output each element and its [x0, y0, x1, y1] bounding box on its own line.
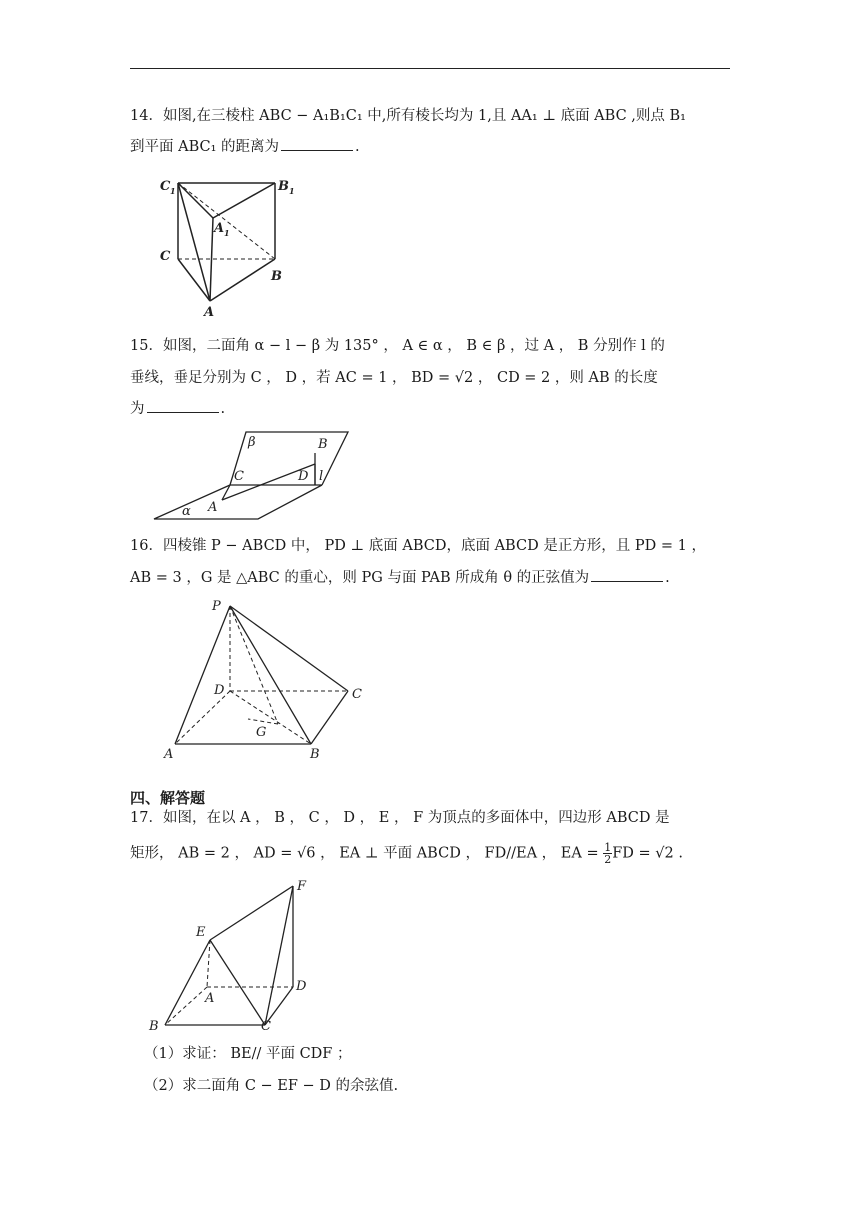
- label-A: A: [205, 991, 215, 1006]
- label-C: C: [160, 249, 171, 264]
- q17-part1: （1）求证： BE// 平面 CDF ；: [144, 1046, 352, 1062]
- label-l: l: [319, 469, 324, 484]
- q17-polyhedron-figure: [140, 876, 320, 1036]
- label-C1-sub: 1: [170, 186, 176, 196]
- label-D: D: [214, 683, 225, 698]
- q16-text-line2: [130, 567, 730, 588]
- label-P: P: [212, 599, 221, 614]
- label-E: E: [196, 925, 206, 940]
- q14-text-line2: [130, 136, 730, 157]
- q15-period: .: [220, 401, 226, 417]
- label-G: G: [256, 725, 267, 740]
- header-rule: [130, 68, 730, 69]
- q14-period: .: [355, 139, 360, 155]
- q15-prompt: 为: [130, 401, 145, 417]
- q17-text-line2: [130, 842, 730, 865]
- q16-period: .: [665, 570, 670, 586]
- label-B: B: [149, 1019, 159, 1034]
- label-A: A: [204, 305, 215, 318]
- q15-dihedral-figure: [150, 428, 360, 524]
- label-A: A: [164, 747, 174, 762]
- label-B1-sub: 1: [289, 186, 295, 196]
- q17-conditions: 矩形， AB = 2 ， AD = √6 ， EA ⊥ 平面 ABCD ， FD//EA ， EA =: [130, 845, 599, 862]
- q15-text-line3: [130, 398, 730, 419]
- label-C: C: [234, 469, 244, 484]
- label-B: B: [318, 437, 328, 452]
- label-C: C: [261, 1019, 271, 1034]
- q14-prompt: 到平面 ABC₁ 的距离为: [130, 139, 280, 155]
- q17-fraction: [603, 842, 612, 865]
- label-A1: A: [214, 221, 225, 236]
- q15-answer-blank: [147, 398, 219, 413]
- q14-prism-figure: [150, 168, 320, 318]
- fraction-denominator: 2: [604, 853, 612, 866]
- q17-text-line1: 17．如图，在以 A ， B ， C ， D ， E ， F 为顶点的多面体中，四边形 ABCD 是: [130, 810, 670, 826]
- label-B1: B: [278, 179, 289, 194]
- label-alpha: α: [182, 504, 191, 519]
- label-D: D: [298, 469, 309, 484]
- label-C: C: [352, 687, 362, 702]
- label-D: D: [296, 979, 307, 994]
- q16-text-line1: 16．四棱锥 P − ABCD 中， PD ⊥ 底面 ABCD，底面 ABCD 是正方形，且 PD = 1 ，: [130, 538, 707, 554]
- label-C1: C: [160, 179, 171, 194]
- label-A1-sub: 1: [224, 228, 230, 238]
- q14-answer-blank: [281, 136, 353, 151]
- q15-text-line2: 垂线，垂足分别为 C ， D ，若 AC = 1 ， BD = √2 ， CD = 2 ，则 AB 的长度: [130, 370, 658, 386]
- q14-text-line1: 14．如图,在三棱柱 ABC − A₁B₁C₁ 中,所有棱长均为 1,且 AA₁ ⊥ 底面 ABC ,则点 B₁: [130, 108, 686, 124]
- q17-part2: （2）求二面角 C − EF − D 的余弦值.: [144, 1078, 399, 1094]
- label-beta: β: [248, 435, 256, 450]
- fraction-numerator: 1: [604, 841, 612, 854]
- label-B: B: [271, 269, 282, 284]
- q15-text-line1: 15．如图，二面角 α − l − β 为 135° ， A ∈ α ， B ∈ β ，过 A ， B 分别作 l 的: [130, 338, 665, 354]
- q16-pyramid-figure: [160, 596, 370, 764]
- q16-answer-blank: [591, 567, 663, 582]
- label-A: A: [208, 500, 218, 515]
- section-title: 四、解答题: [130, 789, 206, 807]
- label-B: B: [310, 747, 320, 762]
- q17-conditions-end: FD = √2 .: [612, 845, 683, 862]
- label-F: F: [297, 879, 307, 894]
- q16-prompt: AB = 3 ，G 是 △ABC 的重心，则 PG 与面 PAB 所成角 θ 的正弦值为: [130, 570, 590, 586]
